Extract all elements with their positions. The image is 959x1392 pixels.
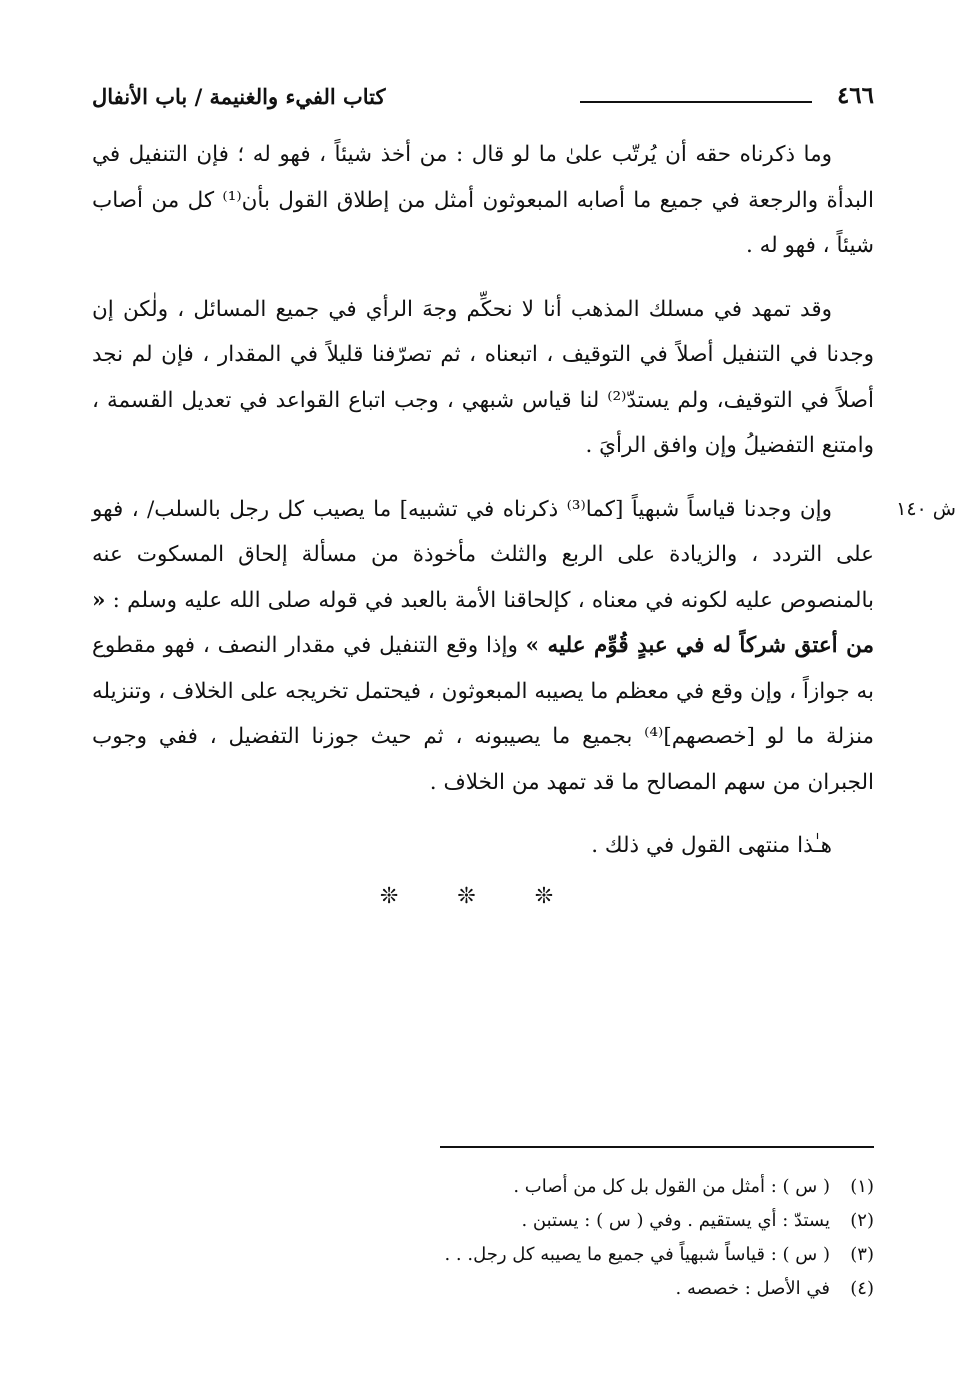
footnote-number: (٤) [850, 1278, 874, 1299]
footnote-text: ( س ) : أمثل من القول بل كل من أصاب . [513, 1176, 830, 1197]
footnote [380, 1170, 874, 1204]
footnote-text: يستدّ : أي يستقيم . وفي ( س ) : يستبن . [521, 1210, 830, 1231]
paragraph-text: وإذا وقع التنفيل في مقدار النصف ، فهو مقطوع به جوازاً ، وإن وقع في معظم ما يصيبه المبعوثون ، فيحتمل تخريجه على الخلاف ، وتنزيله منزلة ما لو [خصصهم]⁽⁴⁾ بجميع ما يصيبونه ، ثم حيث جوزنا التفضيل ، ففي وجوب الجبران من سهم المصالح ما قد تمهد من الخلاف . [92, 633, 874, 795]
footnote [380, 1272, 874, 1306]
footnote-number: (١) [850, 1176, 874, 1197]
margin-manuscript-ref: ش ١٤٠ [896, 497, 956, 520]
main-text [92, 132, 956, 887]
footnote-number: (٢) [850, 1210, 874, 1231]
page-number: ٤٦٦ [836, 82, 874, 109]
running-title: كتاب الفيء والغنيمة / باب الأنفال [92, 84, 386, 109]
header-rule [580, 101, 812, 103]
paragraph-with-margin-ref [92, 487, 956, 806]
footnotes [380, 1170, 874, 1306]
paragraph [92, 487, 874, 806]
paragraph: وما ذكرناه حقه أن يُرتّب علىٰ ما لو قال : من أخذ شيئاً ، فهو له ؛ فإن التنفيل في البدأة والرجعة في جميع ما أصابه المبعوثون أمثل من إطلاق القول بأن⁽¹⁾ كل من أصاب شيئاً ، فهو له . [92, 142, 874, 258]
page-header [92, 82, 874, 122]
paragraph-text: وإن وجدنا قياساً شبهياً [كما⁽³⁾ ذكرناه في تشبيه] ما يصيب كل رجل بالسلب/ ، فهو على التردد ، والزيادة على الربع والثلث مأخوذة من مسألة إلحاق المسكوت عنه بالمنصوص عليه لكونه في معناه ، كإلحاقنا الأمة بالعبد في قوله صلى الله عليه وسلم : [92, 496, 874, 613]
hadith-quote: « من أعتق شركاً له في عبدٍ قُوِّم عليه » [92, 587, 874, 658]
footnote-text: ( س ) : قياساً شبهياً في جميع ما يصيبه كل رجل. . . [444, 1244, 830, 1265]
footnote-text: في الأصل : خصصه . [675, 1278, 830, 1299]
footnote-rule [440, 1146, 874, 1148]
paragraph: وقد تمهد في مسلك المذهب أنا لا نحكِّم وجهَ الرأي في جميع المسائل ، ولٰكن إن وجدنا في التنفيل أصلاً في التوقيف ، اتبعناه ، ثم تصرّفنا قليلاً في المقدار ، فإن لم نجد أصلاً في التوقيف، ولم يستدّ⁽²⁾ لنا قياس شبهي ، وجب اتباع القواعد في تعديل القسمة ، وامتنع التفضيلُ وإن وافق الرأيَ . [92, 296, 874, 458]
footnote-number: (٣) [850, 1244, 874, 1265]
closing-paragraph: هـٰذا منتهى القول في ذلك . [591, 833, 832, 858]
footnote [380, 1204, 874, 1238]
footnote [380, 1238, 874, 1272]
section-ornament: ❊ ❊ ❊ [379, 884, 580, 909]
